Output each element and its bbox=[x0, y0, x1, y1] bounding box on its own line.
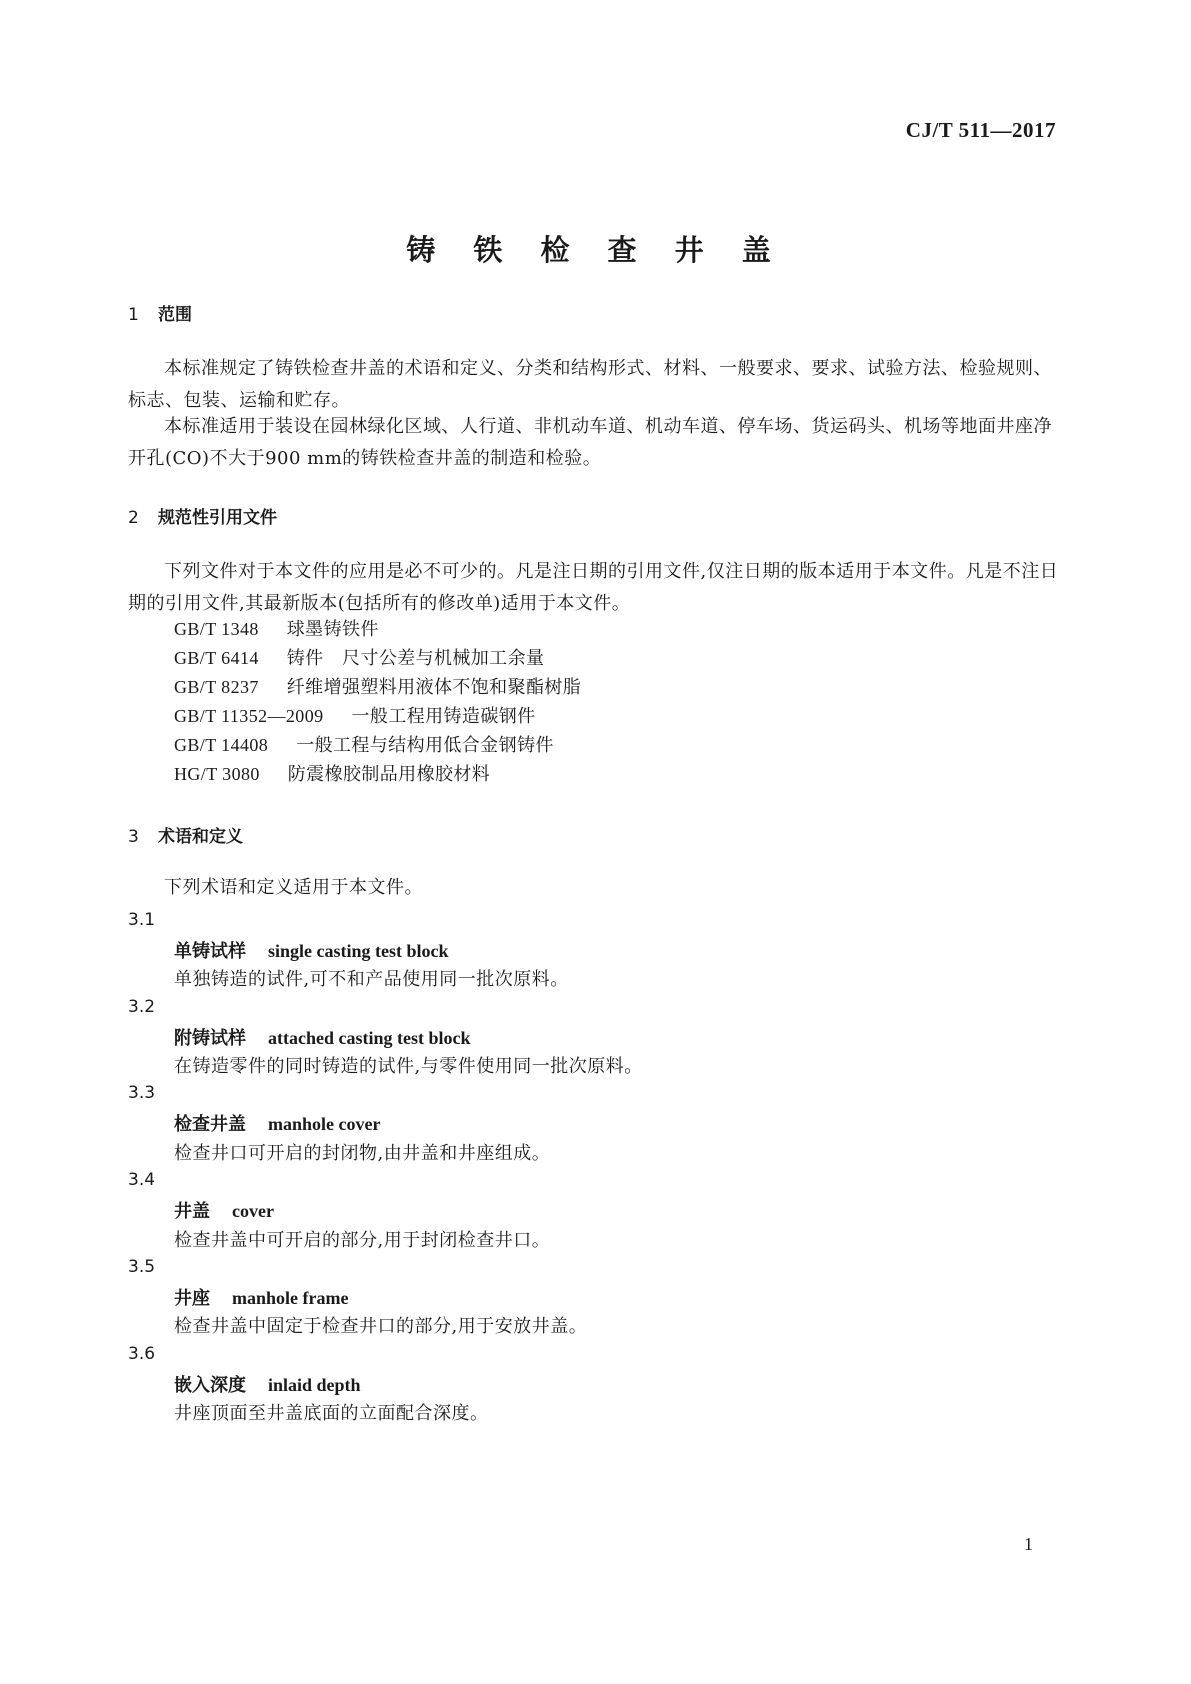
term-name-en: manhole frame bbox=[232, 1288, 349, 1308]
term-number: 3.2 bbox=[128, 997, 156, 1017]
term-definition: 检查井口可开启的封闭物,由井盖和井座组成。 bbox=[174, 1143, 551, 1164]
term-name bbox=[174, 1024, 470, 1050]
section-title: 范围 bbox=[158, 305, 192, 325]
reference-title: 一般工程与结构用低合金钢铸件 bbox=[296, 735, 554, 756]
term-name-en: single casting test block bbox=[268, 941, 449, 961]
reference-title: 铸件 尺寸公差与机械加工余量 bbox=[286, 648, 545, 669]
reference-item bbox=[174, 614, 379, 645]
section-3-heading bbox=[128, 822, 243, 847]
section-1-heading bbox=[128, 300, 192, 325]
section-2-paragraph-1: 下列文件对于本文件的应用是必不可少的。凡是注日期的引用文件,仅注日期的版本适用于本文件。凡是不注日期的引用文件,其最新版本(包括所有的修改单)适用于本文件。 bbox=[128, 561, 1059, 614]
term-number: 3.5 bbox=[128, 1257, 156, 1277]
term-name-cn: 附铸试样 bbox=[174, 1028, 246, 1049]
term-name-en: cover bbox=[232, 1201, 274, 1221]
term-number: 3.3 bbox=[128, 1083, 156, 1103]
reference-title: 球墨铸铁件 bbox=[286, 619, 379, 640]
section-2-heading bbox=[128, 503, 277, 528]
term-name-cn: 单铸试样 bbox=[174, 941, 246, 962]
reference-item bbox=[174, 643, 544, 674]
term-definition: 单独铸造的试件,可不和产品使用同一批次原料。 bbox=[174, 969, 569, 990]
reference-title: 一般工程用铸造碳钢件 bbox=[351, 706, 536, 727]
term-number: 3.1 bbox=[128, 910, 156, 930]
term-definition: 井座顶面至井盖底面的立面配合深度。 bbox=[174, 1403, 489, 1424]
section-3-paragraph-1: 下列术语和定义适用于本文件。 bbox=[164, 877, 423, 898]
reference-item bbox=[174, 672, 581, 703]
reference-item bbox=[174, 759, 490, 790]
reference-title: 纤维增强塑料用液体不饱和聚酯树脂 bbox=[286, 677, 582, 698]
section-1-paragraph-1: 本标准规定了铸铁检查井盖的术语和定义、分类和结构形式、材料、一般要求、要求、试验方法、检验规则、标志、包装、运输和贮存。 bbox=[128, 358, 1052, 411]
term-number: 3.4 bbox=[128, 1170, 156, 1190]
term-name-en: attached casting test block bbox=[268, 1028, 471, 1048]
term-definition: 在铸造零件的同时铸造的试件,与零件使用同一批次原料。 bbox=[174, 1056, 643, 1077]
page-number: 1 bbox=[1024, 1534, 1033, 1554]
section-title: 规范性引用文件 bbox=[158, 508, 277, 528]
term-name-cn: 嵌入深度 bbox=[174, 1375, 246, 1396]
term-name bbox=[174, 1284, 348, 1310]
reference-code: GB/T 6414 bbox=[174, 648, 259, 668]
term-name bbox=[174, 1371, 361, 1397]
reference-code: GB/T 1348 bbox=[174, 619, 259, 639]
term-name-cn: 井盖 bbox=[174, 1201, 210, 1222]
section-number: 3 bbox=[128, 827, 139, 847]
reference-code: GB/T 14408 bbox=[174, 735, 269, 755]
section-number: 1 bbox=[128, 305, 139, 325]
term-name-cn: 检查井盖 bbox=[174, 1114, 246, 1135]
term-definition: 检查井盖中固定于检查井口的部分,用于安放井盖。 bbox=[174, 1316, 588, 1337]
reference-item bbox=[174, 730, 554, 761]
term-name-en: inlaid depth bbox=[268, 1375, 361, 1395]
section-title: 术语和定义 bbox=[158, 827, 243, 847]
term-number: 3.6 bbox=[128, 1344, 156, 1364]
term-name-cn: 井座 bbox=[174, 1288, 210, 1309]
reference-code: HG/T 3080 bbox=[174, 764, 260, 784]
reference-item bbox=[174, 701, 536, 732]
term-name bbox=[174, 1110, 380, 1136]
section-1-paragraph-2: 本标准适用于装设在园林绿化区域、人行道、非机动车道、机动车道、停车场、货运码头、机场等地面井座净开孔(CO)不大于900 mm的铸铁检查井盖的制造和检验。 bbox=[128, 416, 1052, 469]
reference-title: 防震橡胶制品用橡胶材料 bbox=[287, 764, 491, 785]
reference-code: GB/T 8237 bbox=[174, 677, 259, 697]
term-name bbox=[174, 1197, 274, 1223]
term-definition: 检查井盖中可开启的部分,用于封闭检查井口。 bbox=[174, 1230, 551, 1251]
section-number: 2 bbox=[128, 508, 139, 528]
term-name bbox=[174, 937, 449, 963]
term-name-en: manhole cover bbox=[268, 1114, 381, 1134]
document-title: 铸 铁 检 查 井 盖 bbox=[406, 233, 785, 267]
standard-code: CJ/T 511—2017 bbox=[905, 118, 1056, 142]
reference-code: GB/T 11352—2009 bbox=[174, 706, 324, 726]
